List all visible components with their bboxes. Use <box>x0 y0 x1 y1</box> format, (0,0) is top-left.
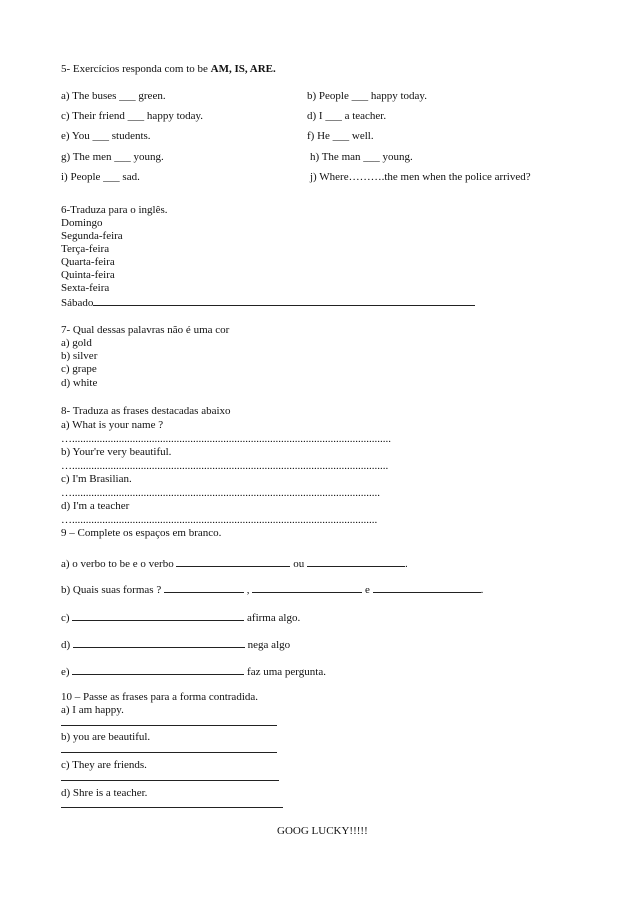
s10-item-d: d) Shre is a teacher. <box>61 787 148 799</box>
answer-line <box>93 295 475 306</box>
s5-item-g: g) The men ___ young. <box>61 151 164 163</box>
s7-option-c: c) grape <box>61 363 97 375</box>
s8-dots-d: …............................................................................................................... <box>61 514 378 526</box>
s9-a-prefix: a) o verbo to be e o verbo <box>61 558 177 570</box>
s8-question-d: d) I'm a teacher <box>61 500 130 512</box>
s9-d-prefix: d) <box>61 639 73 651</box>
answer-line <box>61 752 277 753</box>
s6-day-4: Quarta-feira <box>61 256 115 268</box>
s7-option-d: d) white <box>61 377 98 389</box>
s6-day-3: Terça-feira <box>61 243 110 255</box>
answer-line <box>176 556 290 567</box>
s5-item-f: f) He ___ well. <box>307 130 374 142</box>
answer-line <box>72 664 244 675</box>
section-8-title: 8- Traduza as frases destacadas abaixo <box>61 405 231 417</box>
s5-item-h: h) The man ___ young. <box>310 151 413 163</box>
s10-item-a: a) I am happy. <box>61 704 124 716</box>
s9-b-mid1: , <box>243 584 253 596</box>
s9-c-prefix: c) <box>61 612 73 624</box>
footer-text: GOOG LUCKY!!!!! <box>277 825 368 837</box>
s9-c-post: afirma algo. <box>244 612 301 624</box>
s6-day-1: Domingo <box>61 217 103 229</box>
s9-item-d <box>61 637 290 652</box>
answer-line <box>164 582 244 593</box>
s8-question-a: a) What is your name ? <box>61 419 164 431</box>
answer-line <box>61 780 279 781</box>
answer-line <box>252 582 362 593</box>
answer-line <box>73 637 245 648</box>
s5-item-a: a) The buses ___ green. <box>61 90 166 102</box>
section-5-title-text: 5- Exercícios responda com to be <box>61 63 211 75</box>
s8-question-b: b) Your're very beautiful. <box>61 446 172 458</box>
section-10-title: 10 – Passe as frases para a forma contradida. <box>61 691 259 703</box>
s9-b-prefix: b) Quais suas formas ? <box>61 584 164 596</box>
s9-item-c <box>61 610 300 625</box>
s9-a-mid: ou <box>290 558 307 570</box>
s5-item-d: d) I ___ a teacher. <box>307 110 387 122</box>
s6-day-7-row <box>61 295 475 310</box>
s6-day-5: Quinta-feira <box>61 269 115 281</box>
answer-line <box>61 807 283 808</box>
s9-e-prefix: e) <box>61 666 73 678</box>
s8-dots-a: ….................................................................................................................... <box>61 433 391 445</box>
s9-item-a <box>61 556 408 571</box>
s5-item-j: j) Where……….the men when the police arrived? <box>310 171 531 183</box>
s5-item-i: i) People ___ sad. <box>61 171 140 183</box>
s8-dots-b: …................................................................................................................... <box>61 460 389 472</box>
s5-item-e: e) You ___ students. <box>61 130 151 142</box>
s7-option-b: b) silver <box>61 350 98 362</box>
answer-line <box>307 556 405 567</box>
s10-item-c: c) They are friends. <box>61 759 147 771</box>
s8-dots-c: …................................................................................................................ <box>61 487 380 499</box>
s10-item-b: b) you are beautiful. <box>61 731 151 743</box>
s6-day-7: Sábado <box>61 297 94 309</box>
answer-line <box>61 725 277 726</box>
answer-line <box>72 610 244 621</box>
section-6-title: 6-Traduza para o inglês. <box>61 204 168 216</box>
answer-line <box>373 582 481 593</box>
s6-day-2: Segunda-feira <box>61 230 123 242</box>
s9-a-end: . <box>404 558 408 570</box>
section-5-title-bold: AM, IS, ARE. <box>210 63 276 75</box>
s7-option-a: a) gold <box>61 337 92 349</box>
s9-b-mid2: e <box>362 584 373 596</box>
s9-item-b <box>61 582 483 597</box>
s8-question-c: c) I'm Brasilian. <box>61 473 132 485</box>
s5-item-c: c) Their friend ___ happy today. <box>61 110 204 122</box>
section-9-title: 9 – Complete os espaços em branco. <box>61 527 222 539</box>
section-7-title: 7- Qual dessas palavras não é uma cor <box>61 324 230 336</box>
s9-e-post: faz uma pergunta. <box>244 666 326 678</box>
s5-item-b: b) People ___ happy today. <box>307 90 427 102</box>
s9-b-end: . <box>480 584 484 596</box>
s9-d-post: nega algo <box>244 639 291 651</box>
s9-item-e <box>61 664 326 679</box>
section-5-title <box>61 63 276 76</box>
s6-day-6: Sexta-feira <box>61 282 110 294</box>
